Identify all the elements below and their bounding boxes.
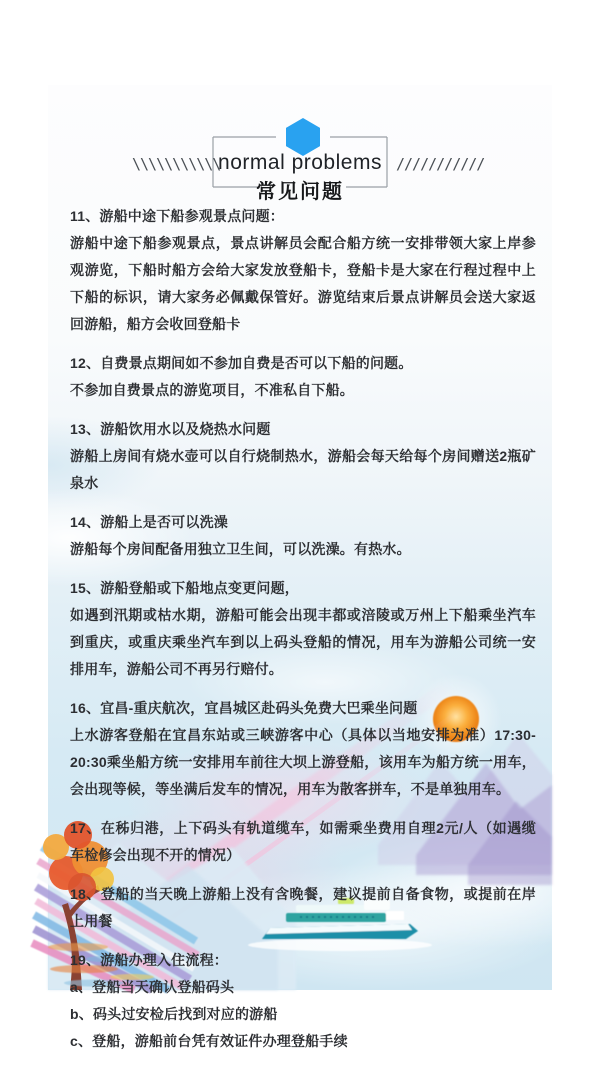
faq-number: 18、 xyxy=(70,886,101,902)
faq-body: 上水游客登船在宜昌东站或三峡游客中心（具体以当地安排为准）17:30-20:30乘坐船方统一安排用车前往大坝上游登船，该用车为船方统一用车，会出现等候，等坐满后发车的情况，用车为散客拼车，不是单独用车。 xyxy=(70,727,536,797)
faq-item-19 xyxy=(70,947,536,1055)
faq-title-text: 游船中途下船参观景点问题： xyxy=(99,208,285,224)
left-slashes-decoration: \\\\\\\\\\\ xyxy=(132,155,221,173)
faq-number: 15、 xyxy=(70,580,101,596)
page-title-chinese: 常见问题 xyxy=(256,181,344,203)
faq-item-16 xyxy=(70,695,536,803)
faq-item-12 xyxy=(70,350,536,404)
faq-title-text: 登船的当天晚上游船上没有含晚餐，建议提前自备食物，或提前在岸上用餐 xyxy=(70,886,536,929)
faq-step-a: a、登船当天确认登船码头 xyxy=(70,979,235,995)
faq-body: 游船中途下船参观景点，景点讲解员会配合船方统一安排带领大家上岸参观游览，下船时船方会给大家发放登船卡，登船卡是大家在行程过程中上下船的标识，请大家务必佩戴保管好。游览结束后景点讲解员会送大家返回游船，船方会收回登船卡 xyxy=(70,235,536,332)
faq-title-text: 游船饮用水以及烧热水问题 xyxy=(100,421,271,437)
faq-title-text: 自费景点期间如不参加自费是否可以下船的问题。 xyxy=(100,355,413,371)
faq-title xyxy=(70,509,536,536)
faq-title xyxy=(70,695,536,722)
faq-step-b: b、码头过安检后找到对应的游船 xyxy=(70,1006,278,1022)
faq-content xyxy=(70,203,536,1067)
faq-step-c: c、登船，游船前台凭有效证件办理登船手续 xyxy=(70,1033,348,1049)
poster xyxy=(48,85,552,1049)
faq-number: 12、 xyxy=(70,355,101,371)
faq-item-13 xyxy=(70,416,536,497)
faq-body: 游船上房间有烧水壶可以自行烧制热水，游船会每天给每个房间赠送2瓶矿泉水 xyxy=(70,448,536,491)
faq-title xyxy=(70,815,536,869)
faq-title xyxy=(70,575,536,602)
page-title-english: normal problems xyxy=(218,151,382,174)
faq-title-text: 宜昌-重庆航次，宜昌城区赴码头免费大巴乘坐问题 xyxy=(100,700,418,716)
faq-item-14 xyxy=(70,509,536,563)
faq-item-15 xyxy=(70,575,536,683)
faq-title xyxy=(70,947,536,974)
faq-number: 11、 xyxy=(70,208,100,224)
faq-title-text: 游船登船或下船地点变更问题， xyxy=(100,580,299,596)
faq-item-11 xyxy=(70,203,536,338)
faq-title xyxy=(70,350,536,377)
faq-title-text: 游船办理入住流程： xyxy=(100,952,228,968)
faq-body: 游船每个房间配备用独立卫生间，可以洗澡。有热水。 xyxy=(70,541,411,557)
faq-number: 13、 xyxy=(70,421,101,437)
faq-number: 19、 xyxy=(70,952,101,968)
faq-item-18 xyxy=(70,881,536,935)
faq-title-text: 在秭归港，上下码头有轨道缆车，如需乘坐费用自理2元/人（如遇缆车检修会出现不开的情况） xyxy=(70,820,536,863)
faq-title-text: 游船上是否可以洗澡 xyxy=(100,514,228,530)
header xyxy=(48,85,552,215)
faq-title xyxy=(70,416,536,443)
faq-item-17 xyxy=(70,815,536,869)
faq-title xyxy=(70,203,536,230)
faq-title xyxy=(70,881,536,935)
faq-number: 14、 xyxy=(70,514,101,530)
faq-number: 16、 xyxy=(70,700,101,716)
faq-body: 如遇到汛期或枯水期，游船可能会出现丰都或涪陵或万州上下船乘坐汽车到重庆，或重庆乘坐汽车到以上码头登船的情况，用车为游船公司统一安排用车，游船公司不再另行赔付。 xyxy=(70,607,536,677)
right-slashes-decoration: /////////// xyxy=(396,155,485,173)
faq-body: 不参加自费景点的游览项目，不准私自下船。 xyxy=(70,382,354,398)
faq-number: 17、 xyxy=(70,820,101,836)
